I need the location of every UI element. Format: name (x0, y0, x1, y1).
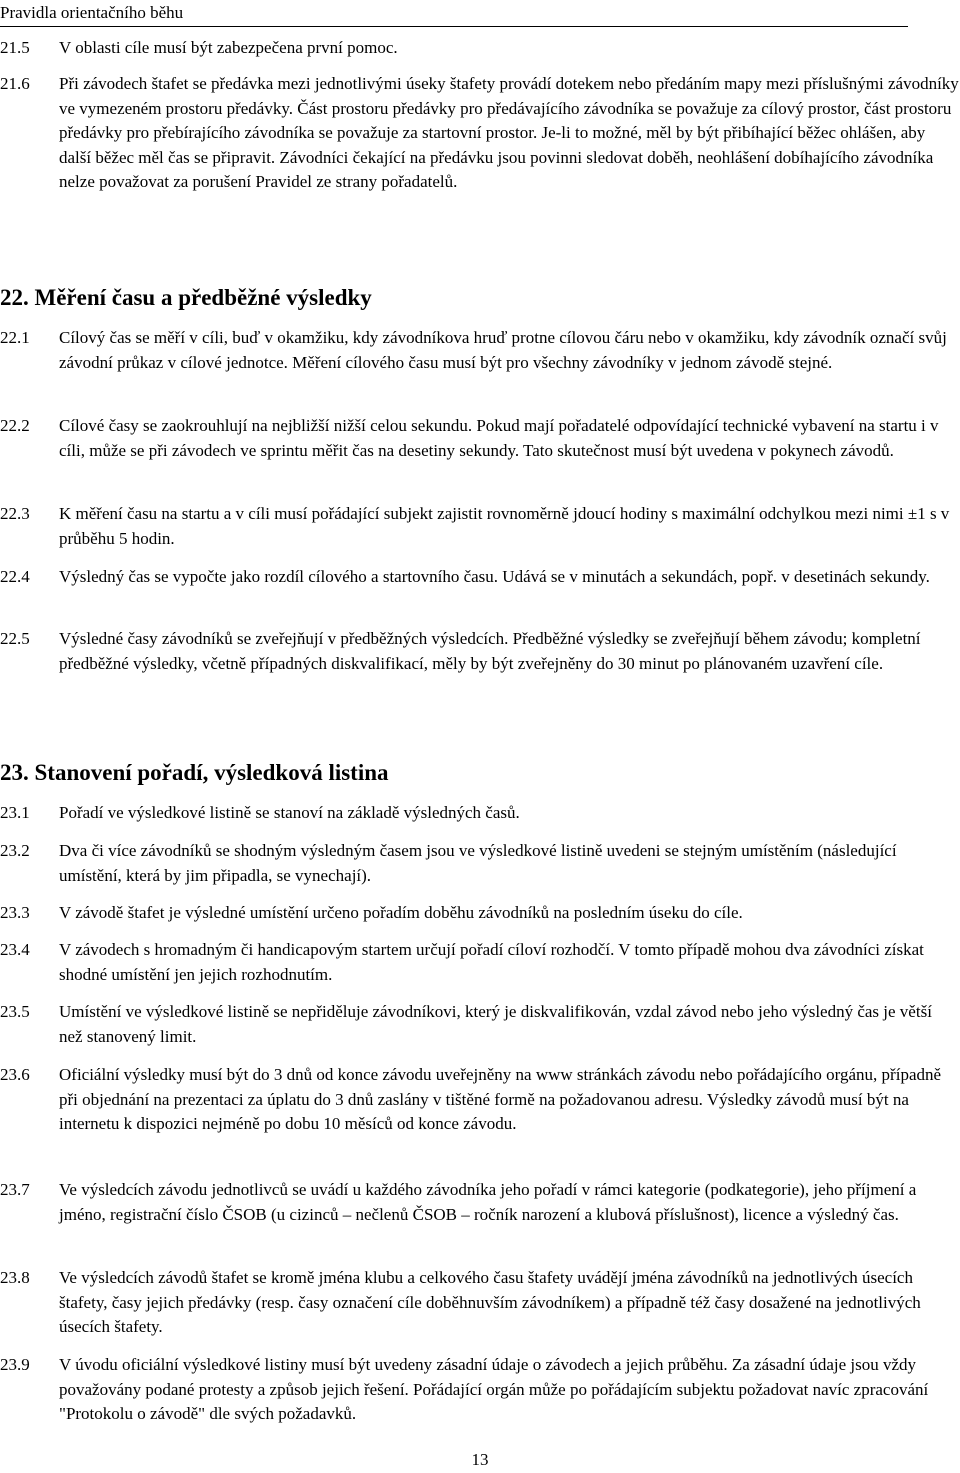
rule-item (0, 502, 960, 551)
page-number: 13 (471, 1450, 489, 1469)
rule-item (0, 938, 960, 987)
rule-text: V oblasti cíle musí být zabezpečena první pomoc. (59, 38, 398, 57)
rule-number: 23.8 (0, 1268, 30, 1287)
rule-text: Výsledný čas se vypočte jako rozdíl cílového a startovního času. Udává se v minutách a sekundách, popř. v desetinách sekundy. (59, 567, 930, 586)
rule-number: 23.7 (0, 1180, 30, 1199)
rule-text: Cílový čas se měří v cíli, buď v okamžiku, kdy závodníkova hruď protne cílovou čáru nebo v okamžiku, kdy závodník označí svůj závodní průkaz v cílové jednotce. Měření cílového času musí být pro všechny závodníky v jednom závodě stejné. (59, 328, 947, 372)
rule-number: 22.5 (0, 629, 30, 648)
rule-text: K měření času na startu a v cíli musí pořádající subjekt zajistit rovnoměrně jdoucí hodiny s maximální odchylkou mezi nimi ±1 s v průběhu 5 hodin. (59, 504, 950, 548)
rule-text: Ve výsledcích závodu jednotlivců se uvádí u každého závodníka jeho pořadí v rámci kategorie (podkategorie), jeho příjmení a jméno, registrační číslo ČSOB (u cizinců – nečlenů ČSOB – ročník narození a klubová příslušnost), licence a výsledný čas. (59, 1180, 917, 1224)
rule-text: Cílové časy se zaokrouhlují na nejbližší nižší celou sekundu. Pokud mají pořadatelé odpovídající technické vybavení na startu i v cíli, může se při závodech ve sprintu měřit čas na desetiny sekundy. Tato skutečnost musí být uvedena v pokynech závodů. (59, 416, 939, 460)
rule-item (0, 1266, 960, 1340)
rule-number: 22.2 (0, 416, 30, 435)
rule-number: 23.9 (0, 1355, 30, 1374)
rule-number: 21.5 (0, 38, 30, 57)
rule-number: 21.6 (0, 74, 30, 93)
rule-item (0, 565, 960, 590)
rule-text: Ve výsledcích závodů štafet se kromě jména klubu a celkového času štafety uvádějí jména závodníků na jednotlivých úsecích štafety, časy jejich předávky (resp. časy označení cíle doběhnuvším závodníkem) a případně též časy dosažené na jednotlivých úsecích štafety. (59, 1268, 921, 1336)
rule-number: 22.1 (0, 328, 30, 347)
rule-text: V závodě štafet je výsledné umístění určeno pořadím doběhu závodníků na posledním úseku do cíle. (59, 903, 743, 922)
rule-item (0, 801, 960, 826)
rule-number: 23.5 (0, 1002, 30, 1021)
rule-number: 23.1 (0, 803, 30, 822)
rule-item (0, 326, 960, 375)
rule-item (0, 627, 960, 676)
rule-text: Oficiální výsledky musí být do 3 dnů od konce závodu uveřejněny na www stránkách závodu nebo pořádajícího orgánu, případně při objednání na prezentaci za úplatu do 3 dnů zaslány v tištěné formě na požadovanou adresu. Výsledky závodů musí být na internetu k dispozici nejméně po dobu 10 měsíců od konce závodu. (59, 1065, 942, 1133)
rule-text: V závodech s hromadným či handicapovým startem určují pořadí cíloví rozhodčí. V tomto případě mohou dva závodníci získat shodné umístění jen jejich rozhodnutím. (59, 940, 924, 984)
rule-number: 22.4 (0, 567, 30, 586)
rule-item (0, 1000, 960, 1049)
rule-item (0, 36, 960, 61)
section-heading: 23. Stanovení pořadí, výsledková listina (0, 760, 389, 785)
rule-item (0, 1063, 960, 1137)
rule-text: Umístění ve výsledkové listině se nepřiděluje závodníkovi, který je diskvalifikován, vzdal závod nebo jeho výsledný čas je větší než stanovený limit. (59, 1002, 932, 1046)
rule-item (0, 1178, 960, 1227)
section-heading: 22. Měření času a předběžné výsledky (0, 285, 372, 310)
rule-text: Pořadí ve výsledkové listině se stanoví na základě výsledných časů. (59, 803, 520, 822)
running-header: Pravidla orientačního běhu (0, 0, 908, 27)
rule-number: 23.4 (0, 940, 30, 959)
rule-text: Výsledné časy závodníků se zveřejňují v předběžných výsledcích. Předběžné výsledky se zveřejňují během závodu; kompletní předběžné výsledky, včetně případných diskvalifikací, měly by být zveřejněny do 30 minut po plánovaném uzavření cíle. (59, 629, 921, 673)
rule-item (0, 839, 960, 888)
rule-number: 23.3 (0, 903, 30, 922)
rule-number: 23.2 (0, 841, 30, 860)
rule-number: 22.3 (0, 504, 30, 523)
rule-item (0, 72, 960, 195)
rule-item (0, 1353, 960, 1427)
rule-item (0, 414, 960, 463)
rule-text: V úvodu oficiální výsledkové listiny musí být uvedeny zásadní údaje o závodech a jejich průběhu. Za zásadní údaje jsou vždy považovány podané protesty a způsob jejich řešení. Pořádající orgán může po pořádajícím subjektu požadovat navíc zpracování "Protokolu o závodě" dle svých požadavků. (59, 1355, 929, 1423)
rule-text: Dva či více závodníků se shodným výsledným časem jsou ve výsledkové listině uvedeni se stejným umístěním (následující umístění, která by jim připadla, se vynechají). (59, 841, 897, 885)
rule-item (0, 901, 960, 926)
rule-number: 23.6 (0, 1065, 30, 1084)
rule-text: Při závodech štafet se předávka mezi jednotlivými úseky štafety provádí dotekem nebo předáním mapy mezi příslušnými závodníky ve vymezeném prostoru předávky. Část prostoru předávky pro předávajícího závodníka se považuje za cílový prostor, část prostoru předávky pro přebírajícího závodníka se považuje za startovní prostor. Je-li to možné, měl by být přibíhající běžec ohlášen, aby další běžec měl čas se připravit. Závodníci čekající na předávku jsou povinni sledovat doběh, neohlášení dobíhajícího závodníka nelze považovat za porušení Pravidel ze strany pořadatelů. (59, 74, 959, 191)
